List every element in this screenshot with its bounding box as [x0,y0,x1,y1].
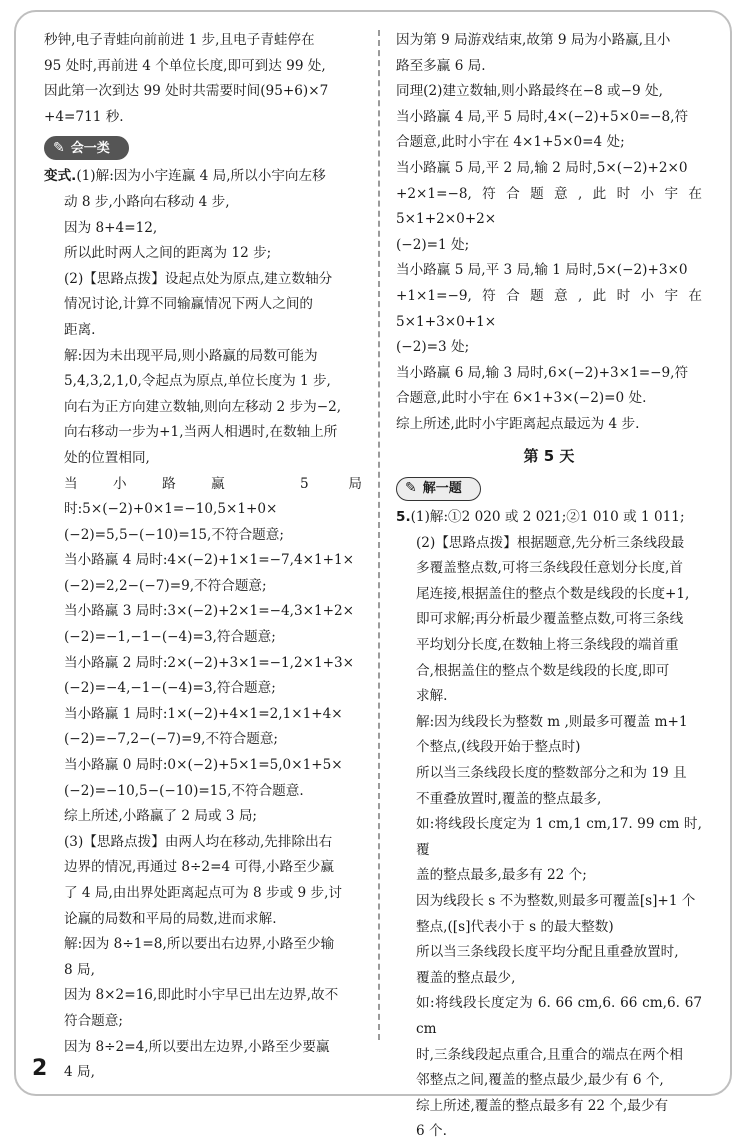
text-line: (2)【思路点拨】设起点处为原点,建立数轴分 [64,270,333,287]
pencil-icon: ✎ [53,139,65,156]
text-line: 多覆盖整点数,可将三条线段任意划分长度,首 [416,560,683,577]
day-title: 第 5 天 [523,446,575,465]
text-line: 当小路赢 5 局,平 3 局,输 1 局时,5×(−2)+3×0 [396,262,688,279]
text-line: 4 局, [64,1064,95,1081]
text-line: 因此第一次到达 99 处时共需要时间(95+6)×7 [44,83,329,100]
item-label: 5. [396,509,411,526]
text-line: 所以当三条线段长度平均分配且重叠放置时, [416,944,679,961]
text-line: 整点,([s]代表小于 s 的最大整数) [416,918,614,935]
text-line: (3)【思路点拨】由两人均在移动,先排除出右 [64,833,333,850]
text-line: +1×1=−9,符合题意,此时小宇在 5×1+3×0+1× [396,287,702,330]
text-line: 合题意,此时小宇在 6×1+3×(−2)=0 处. [396,390,647,407]
text-line: 6 个. [416,1123,447,1140]
text-line: (−2)=2,2−(−7)=9,不符合题意; [64,577,267,594]
right-column [396,28,702,1145]
text-line: 解:因为线段长为整数 m ,则最多可覆盖 m+1 [416,713,688,730]
text-line: 因为线段长 s 不为整数,则最多可覆盖[s]+1 个 [416,893,696,909]
text-line: (−2)=3 处; [396,339,470,356]
text-line: 解:因为 8÷1=8,所以要出右边界,小路至少输 [64,936,335,953]
text-line: 符合题意; [64,1012,123,1029]
text-line: 因为 8+4=12, [64,219,158,236]
text-line: 所以当三条线段长度的整数部分之和为 19 且 [416,765,687,782]
text-line: 当小路赢 1 局时:1×(−2)+4×1=2,1×1+4× [64,705,343,722]
text-line: 邻整点之间,覆盖的整点最少,最少有 6 个, [416,1072,664,1089]
text-line: 当小路赢 5 局,平 2 局,输 2 局时,5×(−2)+2×0 [396,159,688,176]
text-line: 因为 8×2=16,即此时小宇早已出左边界,故不 [64,987,339,1004]
text-line: 所以此时两人之间的距离为 12 步; [64,245,272,262]
text-line: 当小路赢 4 局时:4×(−2)+1×1=−7,4×1+1× [64,552,355,569]
text-line: 如:将线段长度定为 1 cm,1 cm,17. 99 cm 时,覆 [416,816,702,858]
text-line [44,164,362,190]
column-divider [378,30,380,1040]
text-line: 当小路赢 0 局时:0×(−2)+5×1=5,0×1+5× [64,757,343,774]
text-line: 覆盖的整点最少, [416,969,516,986]
text-line: 尾连接,根据盖住的整点个数是线段的长度+1, [416,585,690,602]
text-line: 不重叠放置时,覆盖的整点最多, [416,790,602,807]
text-line: 当小路赢 2 局时:2×(−2)+3×1=−1,2×1+3× [64,654,355,671]
jie-yi-ti-badge [396,477,481,501]
line-text: (1)解:因为小宇连赢 4 局,所以小宇向左移 [76,168,326,185]
text-line: 因为第 9 局游戏结束,故第 9 局为小路赢,且小 [396,32,671,48]
text-line: +4=711 秒. [44,108,124,125]
text-line: (−2)=5,5−(−10)=15,不符合题意; [64,526,284,543]
text-line: 解:因为未出现平局,则小路赢的局数可能为 [64,347,318,364]
text-line: 当小路赢 3 局时:3×(−2)+2×1=−4,3×1+2× [64,603,355,620]
text-line: 论赢的局数和平局的局数,进而求解. [64,910,277,927]
text-line: 秒钟,电子青蛙向前前进 1 步,且电子青蛙停在 [44,32,315,48]
text-line: (−2)=−4,−1−(−4)=3,符合题意; [64,680,276,697]
text-line: 综上所述,覆盖的整点最多有 22 个,最少有 [416,1097,669,1114]
text-line: 如:将线段长度定为 6. 66 cm,6. 66 cm,6. 67 cm [416,995,702,1037]
badge-label: 会一类 [70,140,110,156]
text-line: 当小路赢 4 局,平 5 局时,4×(−2)+5×0=−8,符 [396,108,689,125]
text-line: 5,4,3,2,1,0,令起点为原点,单位长度为 1 步, [64,373,331,390]
question-5-solution [396,505,702,1145]
page-number: 2 [32,1056,48,1081]
text-line: 个整点,(线段开始于整点时) [416,739,581,756]
text-line: 综上所述,此时小宇距离起点最远为 4 步. [396,415,640,432]
text-line: 即可求解;再分析最少覆盖整点数,可将三条线 [416,611,684,628]
text-line: 合题意,此时小宇在 4×1+5×0=4 处; [396,134,625,151]
text-line [396,505,702,531]
text-line: +2×1=−8,符合题意,此时小宇在 5×1+2×0+2× [396,185,702,228]
text-line: 时,三条线段起点重合,且重合的端点在两个相 [416,1046,683,1063]
text-line: (−2)=1 处; [396,236,470,253]
item-label: 变式. [44,168,77,185]
text-line: 边界的情况,再通过 8÷2=4 可得,小路至少赢 [64,859,334,876]
text-line: 当小路赢 5 局时:5×(−2)+0×1=−10,5×1+0× [64,475,362,518]
text-line: (2)【思路点拨】根据题意,先分析三条线段最 [416,534,685,551]
text-line: 距离. [64,321,96,338]
text-line: 处的位置相同, [64,449,150,466]
text-line: 了 4 局,由出界处距离起点可为 8 步或 9 步,讨 [64,885,343,901]
left-column [44,28,362,1086]
badge-label: 解一题 [422,481,462,497]
text-line: 动 8 步,小路向右移动 4 步, [64,193,230,210]
text-line: 同理(2)建立数轴,则小路最终在−8 或−9 处, [396,83,663,100]
text-line: (−2)=−10,5−(−10)=15,不符合题意. [64,782,304,799]
text-line: (−2)=−7,2−(−7)=9,不符合题意; [64,731,278,748]
pencil-icon: ✎ [405,480,417,497]
text-line: 路至多赢 6 局. [396,57,486,74]
text-line: 向右为正方向建立数轴,则向左移动 2 步为−2, [64,398,342,415]
bianshi-solution [44,164,362,1085]
right-top-block [396,28,702,438]
text-line: 向右移动一步为+1,当两人相遇时,在数轴上所 [64,424,338,441]
text-line: 95 处时,再前进 4 个单位长度,即可到达 99 处, [44,57,326,74]
left-top-block [44,28,362,130]
text-line: 平均划分长度,在数轴上将三条线段的端首重 [416,637,679,654]
text-line: 情况讨论,计算不同输赢情况下两人之间的 [64,296,314,313]
text-line: (−2)=−1,−1−(−4)=3,符合题意; [64,629,276,646]
text-line: 综上所述,小路赢了 2 局或 3 局; [64,808,258,825]
text-line: 合,根据盖住的整点个数是线段的长度,即可 [416,662,670,679]
text-line: 因为 8÷2=4,所以要出左边界,小路至少要赢 [64,1038,330,1055]
text-line: 盖的整点最多,最多有 22 个; [416,867,587,884]
text-line: 当小路赢 6 局,输 3 局时,6×(−2)+3×1=−9,符 [396,364,689,381]
hui-yi-lei-badge [44,136,129,160]
line-text: (1)解:①2 020 或 2 021;②1 010 或 1 011; [410,509,685,526]
text-line: 求解. [416,688,448,705]
text-line: 8 局, [64,961,95,978]
